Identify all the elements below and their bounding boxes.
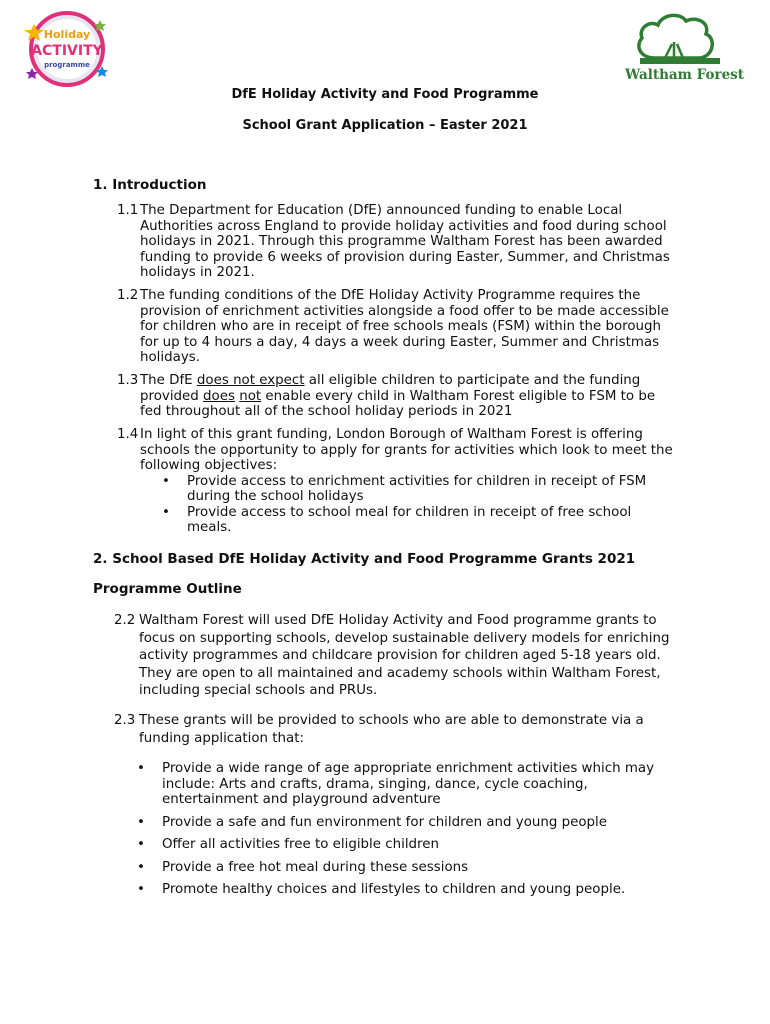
paragraph-1-1: 1.1 The Department for Education (DfE) announced funding to enable Local Authorities across England to provide holiday activities and food during school holidays in 2021. Through this programme Waltham Forest has been awarded funding to provide 6 weeks of provision during Easter, Summer, and Christmas holidays in 2021. <box>117 203 670 280</box>
holiday-activity-logo <box>22 10 112 88</box>
programme-outline-subheading: Programme Outline <box>93 581 242 597</box>
list-item: • Provide access to school meal for children in receipt of free school meals. <box>162 504 632 535</box>
list-item: • Provide a free hot meal during these sessions <box>137 859 469 875</box>
paragraph-1-3: 1.3 The DfE does not expect all eligible children to participate and the funding provided does not enable every child in Waltham Forest eligible to FSM to be fed throughout all of the school holiday periods in 2021 <box>117 373 656 419</box>
underline-does: does <box>203 388 235 404</box>
underline-not: not <box>239 388 262 404</box>
list-item: • Provide access to enrichment activities for children in receipt of FSM during the school holidays <box>162 473 647 504</box>
list-item: • Provide a safe and fun environment for children and young people <box>137 814 608 830</box>
paragraph-1-2: 1.2 The funding conditions of the DfE Holiday Activity Programme requires the provision of enrichment activities alongside a food offer to be made accessible for children who are in receipt of free schools meals (FSM) within the borough for up to 4 hours a day, 4 days a week during Easter, Summer and Christmas holidays. <box>117 288 669 365</box>
list-item: • Offer all activities free to eligible children <box>137 837 439 852</box>
criteria-list <box>137 761 657 898</box>
list-item: • Provide a wide range of age appropriate enrichment activities which may include: Arts and crafts, drama, singing, dance, cycle coaching, entertainment and playground adventure <box>137 761 654 807</box>
logo-holiday-text: Holiday <box>43 28 91 41</box>
paragraph-2-3: 2.3 These grants will be provided to schools who are able to demonstrate via a funding application that: <box>114 713 644 746</box>
document-subtitle: School Grant Application – Easter 2021 <box>242 118 528 133</box>
list-item: • Promote healthy choices and lifestyles to children and young people. <box>137 882 626 897</box>
section-2-heading: 2. School Based DfE Holiday Activity and Food Programme Grants 2021 <box>93 551 636 567</box>
paragraph-1-4: 1.4 In light of this grant funding, London Borough of Waltham Forest is offering schools the opportunity to apply for grants for activities which look to meet the following objectives: • Provide access to enrichment activities for children in receipt of FSM during the school holidays • Provide access to school meal for children in receipt of free school meals. <box>117 427 673 535</box>
waltham-forest-wordmark: Waltham Forest <box>624 67 745 83</box>
section-1-heading: 1. Introduction <box>93 177 207 193</box>
logo-activity-text: ACTIVITY <box>31 43 103 59</box>
waltham-forest-logo <box>610 8 755 88</box>
logo-programme-text: programme <box>44 61 90 69</box>
document-title: DfE Holiday Activity and Food Programme <box>231 87 539 102</box>
underline-does-not-expect: does not expect <box>196 373 305 388</box>
paragraph-2-2: 2.2 Waltham Forest will used DfE Holiday Activity and Food programme grants to focus on supporting schools, develop sustainable delivery models for enriching activity programmes and childcare provision for children aged 5-18 years old. They are open to all maintained and academy schools within Waltham Forest, including special schools and PRUs. <box>114 613 670 698</box>
